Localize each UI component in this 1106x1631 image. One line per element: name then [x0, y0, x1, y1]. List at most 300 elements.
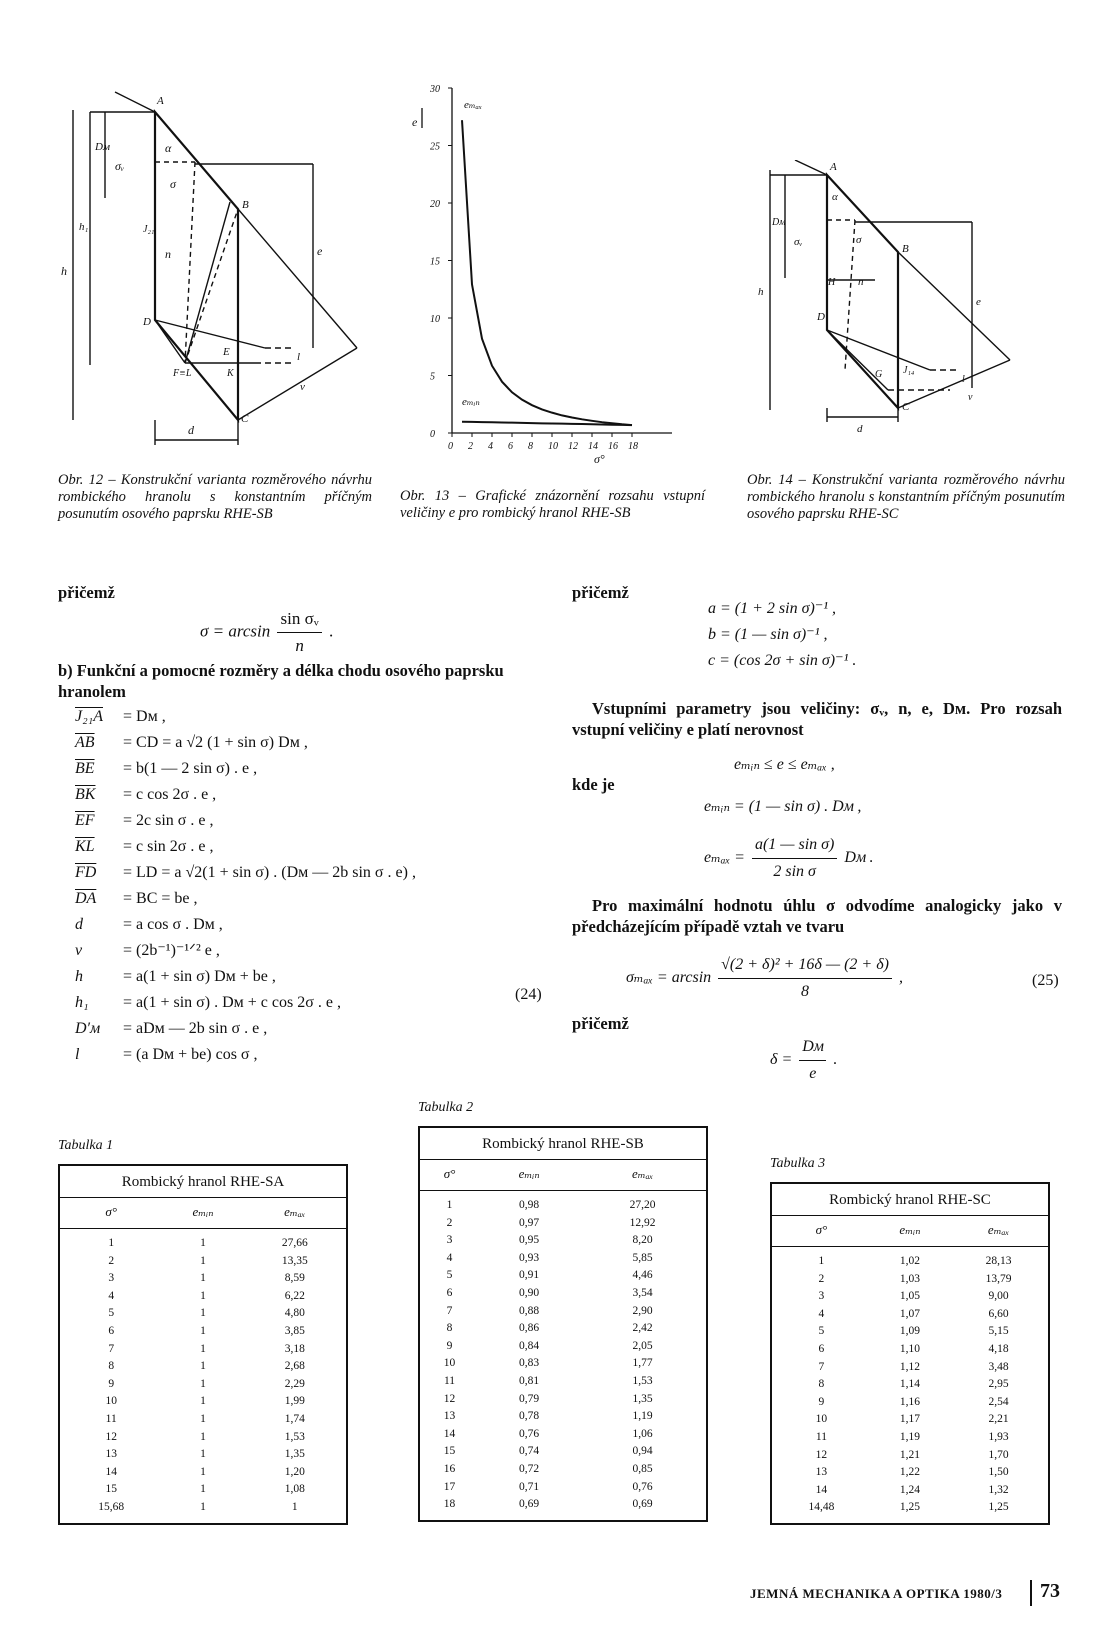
table-2-header-emin: eₘᵢₙ — [479, 1160, 579, 1191]
x-tick-label: 14 — [588, 441, 598, 452]
equation-row — [75, 1016, 535, 1042]
x-tick-label: 12 — [568, 441, 578, 452]
table-cell: 12,92 — [629, 1216, 656, 1229]
table-cell: 0,93 — [519, 1251, 540, 1264]
table-cell: 1,14 — [899, 1378, 921, 1391]
table-row — [59, 1411, 347, 1429]
delta-tail: . — [833, 1051, 838, 1069]
table-row — [419, 1285, 707, 1303]
sigma-equation: σ = arcsin $\frac{\text{sin σᵥ}}{n}$ . — [200, 606, 333, 659]
table-cell: 9 — [446, 1339, 453, 1352]
table-cell: 3 — [818, 1290, 825, 1303]
table-cell: 2,95 — [988, 1378, 1009, 1391]
table-cell: 1 — [200, 1395, 206, 1408]
table-cell: 1 — [200, 1254, 206, 1267]
equation-row — [75, 834, 535, 860]
table-row — [419, 1496, 707, 1521]
table-cell: 0,86 — [519, 1322, 540, 1335]
table-row — [419, 1408, 707, 1426]
table-cell: 1,21 — [899, 1448, 921, 1461]
svg-text:C: C — [241, 413, 249, 425]
table-row — [419, 1338, 707, 1356]
emax-fraction — [752, 832, 837, 885]
equation-rhs: = (a Dᴍ + be) cos σ , — [123, 1046, 258, 1063]
table-row — [419, 1232, 707, 1250]
right-pricemz-2: přičemž — [572, 1014, 629, 1033]
table-cell: 15,68 — [98, 1500, 125, 1513]
table-cell: 6 — [818, 1342, 825, 1355]
equation-row — [75, 808, 535, 834]
svg-text:h₁: h₁ — [79, 221, 89, 233]
table-cell: 15 — [443, 1445, 456, 1458]
emax-lhs: eₘₐₓ = — [704, 849, 745, 867]
equation-row — [75, 756, 535, 782]
svg-text:Dᴍ: Dᴍ — [772, 217, 786, 228]
table-row — [419, 1320, 707, 1338]
table-cell: 1,32 — [988, 1483, 1009, 1496]
table-3-header-emax: eₘₐₓ — [949, 1216, 1049, 1247]
paragraph-input-parameters: Vstupními parametry jsou veličiny: σᵥ, n, e, Dᴍ. Pro rozsah vstupní veličiny e platí nerovnost — [572, 699, 1062, 739]
table-row — [771, 1359, 1049, 1377]
table-3-label: Tabulka 3 — [770, 1156, 826, 1171]
table-cell: 2,05 — [632, 1339, 653, 1352]
table-cell: 0,71 — [519, 1480, 540, 1493]
svg-text:σ: σ — [856, 234, 862, 246]
table-row — [59, 1499, 347, 1524]
equation-lhs: $\overline{DA}$ — [75, 890, 97, 907]
table-cell: 0,76 — [632, 1480, 653, 1493]
svg-text:n: n — [858, 276, 864, 288]
equation-rhs: = Dᴍ , — [123, 708, 166, 725]
table-cell: 1,25 — [899, 1501, 921, 1514]
table-cell: 14 — [443, 1427, 456, 1440]
table-2-label: Tabulka 2 — [418, 1100, 474, 1115]
svg-text:l: l — [297, 351, 301, 363]
table-cell: 14 — [815, 1483, 828, 1496]
table-cell: 1 — [200, 1324, 206, 1337]
table-cell: 9,00 — [988, 1290, 1009, 1303]
table-cell: 1 — [108, 1237, 115, 1249]
table-cell: 10 — [815, 1413, 828, 1426]
equation-rhs: = 2c sin σ . e , — [123, 812, 214, 829]
table-cell: 5 — [446, 1269, 453, 1282]
table-cell: 1,03 — [899, 1272, 921, 1285]
delta-lhs: δ = — [770, 1051, 793, 1069]
table-cell: 10 — [443, 1357, 456, 1370]
table-cell: 3 — [108, 1272, 115, 1285]
series-emin-label: eₘᵢₙ — [462, 396, 480, 408]
x-tick-label: 18 — [628, 441, 638, 452]
table-cell: 1,05 — [899, 1290, 921, 1303]
table-cell: 1 — [200, 1360, 206, 1373]
svg-text:l: l — [962, 374, 965, 385]
table-row — [419, 1215, 707, 1233]
table-cell: 4 — [446, 1251, 453, 1264]
table-row — [771, 1429, 1049, 1447]
equation-rhs: = CD = a √2 (1 + sin σ) Dᴍ , — [123, 734, 308, 751]
table-cell: 4,18 — [988, 1342, 1009, 1355]
y-axis-label: e — [412, 115, 418, 129]
table-cell: 16 — [443, 1462, 456, 1475]
table-cell: 5,85 — [632, 1251, 653, 1264]
table-row — [771, 1323, 1049, 1341]
table-cell: 1 — [200, 1237, 206, 1249]
svg-text:J₂₁: J₂₁ — [143, 224, 155, 235]
equation-lhs: v — [75, 942, 83, 959]
table-cell: 6,22 — [284, 1289, 305, 1302]
table-cell: 1,99 — [284, 1395, 305, 1408]
equation-number-24: (24) — [515, 986, 542, 1003]
table-cell: 11 — [105, 1412, 117, 1425]
y-tick-label: 5 — [430, 371, 435, 383]
equation-rhs: = b(1 — 2 sin σ) . e , — [123, 760, 258, 777]
table-cell: 3,18 — [284, 1342, 305, 1355]
table-cell: 2,90 — [632, 1304, 653, 1317]
equation-rhs: = (2b⁻¹)⁻¹ᐟ² e , — [123, 942, 220, 959]
table-2 — [418, 1126, 708, 1522]
svg-text:σᵥ: σᵥ — [115, 159, 125, 173]
svg-text:J₁₄: J₁₄ — [903, 365, 915, 376]
kde-je: kde je — [572, 775, 615, 794]
table-cell: 13 — [443, 1410, 456, 1423]
table-2-title: Rombický hranol RHE-SB — [419, 1127, 707, 1160]
emax-denominator: 2 sin σ — [773, 863, 816, 880]
table-cell: 2,29 — [284, 1377, 305, 1390]
table-cell: 9 — [108, 1377, 115, 1390]
table-cell: 8 — [446, 1322, 453, 1335]
x-tick-label: 10 — [548, 441, 558, 452]
table-cell: 2,21 — [988, 1413, 1009, 1426]
table-cell: 0,76 — [519, 1427, 540, 1440]
equation-lhs: D′ᴍ — [75, 1020, 100, 1037]
table-row — [771, 1288, 1049, 1306]
table-cell: 2,42 — [632, 1322, 653, 1335]
table-cell: 8 — [818, 1378, 825, 1391]
table-row — [771, 1247, 1049, 1271]
def-a: a = (1 + 2 sin σ)⁻¹ , — [708, 600, 837, 617]
table-cell: 7 — [818, 1360, 825, 1373]
table-cell: 0,79 — [519, 1392, 540, 1405]
table-cell: 1 — [200, 1483, 206, 1496]
table-row — [59, 1464, 347, 1482]
abc-definitions — [708, 596, 856, 674]
page-number: 73 — [1040, 1580, 1060, 1602]
equation-lhs: $\overline{BE}$ — [75, 760, 95, 777]
table-cell: 1,25 — [988, 1501, 1009, 1514]
table-row — [59, 1323, 347, 1341]
table-cell: 8 — [108, 1360, 115, 1373]
svg-text:h: h — [758, 286, 764, 298]
svg-text:v: v — [300, 381, 305, 393]
equation-row — [75, 782, 535, 808]
table-cell: 2,68 — [284, 1360, 305, 1373]
sigma-max-tail: , — [898, 969, 903, 987]
table-cell: 3 — [446, 1234, 453, 1247]
table-cell: 1,93 — [988, 1430, 1009, 1443]
table-cell: 2 — [818, 1272, 825, 1285]
delta-fraction — [799, 1034, 826, 1087]
x-tick-label: 4 — [488, 441, 493, 452]
sigma-max-denominator: 8 — [801, 983, 810, 1000]
svg-text:v: v — [968, 392, 973, 403]
equation-lhs: h₁ — [75, 994, 89, 1011]
table-cell: 6,60 — [988, 1307, 1009, 1320]
sigma-denominator: n — [295, 636, 304, 655]
sigma-lhs: σ = arcsin — [200, 621, 271, 641]
table-cell: 1 — [200, 1412, 206, 1425]
table-row — [59, 1341, 347, 1359]
table-row — [59, 1446, 347, 1464]
table-cell: 1,08 — [284, 1483, 305, 1496]
table-cell: 4,46 — [632, 1269, 653, 1282]
table-row — [771, 1464, 1049, 1482]
table-row — [771, 1271, 1049, 1289]
table-cell: 0,95 — [519, 1234, 540, 1247]
table-cell: 1,06 — [632, 1427, 653, 1440]
table-cell: 7 — [108, 1342, 115, 1355]
equation-rhs: = a cos σ . Dᴍ , — [123, 916, 223, 933]
equation-row — [75, 912, 535, 938]
table-3-header-sigma: σ° — [771, 1216, 871, 1247]
table-cell: 0,78 — [519, 1410, 540, 1423]
x-tick-label: 0 — [448, 441, 453, 452]
svg-text:D: D — [817, 311, 825, 323]
table-cell: 18 — [443, 1498, 456, 1511]
table-row — [59, 1288, 347, 1306]
table-cell: 17 — [443, 1480, 456, 1493]
svg-text:e: e — [317, 244, 323, 258]
series-emax-label: eₘₐₓ — [464, 99, 482, 111]
journal-footer: JEMNÁ MECHANIKA A OPTIKA 1980/3 — [750, 1586, 1003, 1601]
delta-denominator: e — [809, 1065, 817, 1082]
table-row — [419, 1426, 707, 1444]
y-tick-label: 30 — [430, 84, 440, 95]
equation-rhs: = aDᴍ — 2b sin σ . e , — [123, 1020, 268, 1037]
table-cell: 1,20 — [284, 1465, 305, 1478]
equation-lhs: d — [75, 916, 83, 933]
table-cell: 0,85 — [632, 1462, 653, 1475]
table-row — [771, 1482, 1049, 1500]
table-row — [59, 1481, 347, 1499]
x-tick-label: 8 — [528, 441, 533, 452]
table-cell: 1 — [818, 1255, 825, 1267]
table-row — [771, 1306, 1049, 1324]
table-cell: 1 — [200, 1307, 206, 1320]
svg-text:A: A — [830, 161, 837, 173]
table-cell: 5 — [818, 1325, 825, 1338]
table-cell: 12 — [443, 1392, 456, 1405]
equation-rhs: = a(1 + sin σ) Dᴍ + be , — [123, 968, 276, 985]
series-emax-line — [462, 120, 632, 425]
table-row — [771, 1447, 1049, 1465]
table-row — [771, 1499, 1049, 1524]
table-cell: 1,70 — [988, 1448, 1009, 1461]
def-b: b = (1 — sin σ)⁻¹ , — [708, 626, 828, 643]
equation-rhs: = a(1 + sin σ) . Dᴍ + c cos 2σ . e , — [123, 994, 341, 1011]
table-cell: 1,16 — [899, 1395, 921, 1408]
emin-equation: eₘᵢₙ = (1 — sin σ) . Dᴍ , — [704, 798, 862, 815]
table-row — [59, 1229, 347, 1253]
y-tick-label: 20 — [430, 199, 440, 210]
emax-equation — [704, 832, 874, 885]
table-cell: 27,20 — [629, 1199, 656, 1211]
table-cell: 0,74 — [519, 1445, 540, 1458]
svg-text:σᵥ: σᵥ — [794, 236, 803, 248]
table-row — [419, 1355, 707, 1373]
table-cell: 10 — [105, 1395, 117, 1408]
sigma-max-lhs: σₘₐₓ = arcsin — [626, 969, 712, 987]
table-cell: 0,94 — [632, 1445, 653, 1458]
table-cell: 14,48 — [808, 1501, 835, 1514]
table-row — [771, 1376, 1049, 1394]
table-cell: 0,81 — [519, 1374, 540, 1387]
table-cell: 2 — [446, 1216, 453, 1229]
table-cell: 0,72 — [519, 1462, 540, 1475]
svg-text:σ: σ — [170, 177, 176, 191]
table-cell: 2 — [108, 1254, 115, 1267]
table-cell: 4 — [108, 1289, 115, 1302]
sigma-fraction — [277, 606, 321, 659]
svg-text:e: e — [976, 296, 981, 308]
svg-text:B: B — [242, 199, 249, 211]
equation-rhs: = c cos 2σ . e , — [123, 786, 217, 803]
table-cell: 1,17 — [899, 1413, 921, 1426]
svg-text:n: n — [165, 247, 171, 261]
svg-text:H: H — [828, 277, 836, 288]
table-cell: 13 — [105, 1448, 117, 1461]
svg-text:C: C — [902, 401, 910, 413]
table-cell: 1 — [200, 1272, 206, 1285]
table-cell: 1,07 — [899, 1307, 921, 1320]
table-3-header-emin: eₘᵢₙ — [871, 1216, 949, 1247]
table-cell: 1,10 — [899, 1342, 921, 1355]
equation-row — [75, 1042, 535, 1068]
table-cell: 1 — [200, 1289, 206, 1302]
equation-lhs: $\overline{KL}$ — [75, 838, 95, 855]
table-cell: 1,74 — [284, 1412, 305, 1425]
figure-13-caption: Obr. 13 – Grafické znázornění rozsahu vstupní veličiny e pro rombický hranol RHE-SB — [400, 488, 705, 521]
figure-14-caption: Obr. 14 – Konstrukční varianta rozměrového návrhu rombického hranolu s konstantním příčným posunutím osového paprsku RHE-SC — [747, 472, 1065, 522]
table-1-title: Rombický hranol RHE-SA — [59, 1165, 347, 1198]
table-cell: 0,88 — [519, 1304, 540, 1317]
table-cell: 1 — [200, 1430, 206, 1443]
svg-text:α: α — [832, 191, 838, 203]
equation-row — [75, 964, 535, 990]
figure-12-caption: Obr. 12 – Konstrukční varianta rozměrového návrhu rombického hranolu s konstantním příčným posunutím osového paprsku RHE-SB — [58, 472, 372, 522]
table-1-header-emax: eₘₐₓ — [244, 1198, 347, 1229]
x-tick-label: 16 — [608, 441, 618, 452]
table-cell: 0,84 — [519, 1339, 540, 1352]
svg-text:E: E — [223, 346, 230, 358]
paragraph-sigma-max: Pro maximální hodnotu úhlu σ odvodíme analogicky jako v předcházejícím případě vztah ve tvaru — [572, 896, 1062, 936]
table-cell: 0,69 — [519, 1498, 540, 1511]
section-b-heading: b) Funkční a pomocné rozměry a délka chodu osového paprsku hranolem — [58, 661, 504, 701]
table-cell: 1,19 — [899, 1430, 921, 1443]
equation-lhs: $\overline{AB}$ — [75, 734, 95, 751]
table-3-title: Rombický hranol RHE-SC — [771, 1183, 1049, 1216]
table-cell: 15 — [105, 1483, 117, 1496]
svg-text:d: d — [857, 423, 863, 435]
table-row — [59, 1393, 347, 1411]
table-2-header-emax: eₘₐₓ — [579, 1160, 707, 1191]
left-pricemz: přičemž — [58, 583, 115, 602]
y-tick-label: 0 — [430, 429, 435, 440]
equation-row — [75, 990, 535, 1016]
equation-rhs: = LD = a √2(1 + sin σ) . (Dᴍ — 2b sin σ . e) , — [123, 864, 416, 881]
table-cell: 1,53 — [284, 1430, 305, 1443]
sigma-max-numerator: √(2 + δ)² + 16δ — (2 + δ) — [718, 952, 892, 979]
inequality: eₘᵢₙ ≤ e ≤ eₘₐₓ , — [734, 756, 835, 773]
table-row — [59, 1376, 347, 1394]
equation-lhs: $\overline{FD}$ — [75, 864, 97, 881]
svg-text:G: G — [875, 369, 883, 380]
table-cell: 1,09 — [899, 1325, 921, 1338]
table-cell: 4,80 — [284, 1307, 305, 1320]
table-cell: 12 — [105, 1430, 117, 1443]
table-cell: 8,20 — [632, 1234, 653, 1247]
equation-row — [75, 730, 535, 756]
table-cell: 1 — [200, 1342, 206, 1355]
table-cell: 5 — [108, 1307, 115, 1320]
equation-row — [75, 886, 535, 912]
equation-list-24 — [75, 704, 535, 1068]
svg-text:Dᴍ: Dᴍ — [95, 141, 110, 153]
table-2-header-sigma: σ° — [419, 1160, 479, 1191]
table-cell: 9 — [818, 1395, 825, 1408]
figure-13-chart — [412, 78, 692, 468]
y-tick-label: 15 — [430, 256, 440, 268]
table-cell: 13,79 — [985, 1272, 1012, 1285]
table-row — [59, 1253, 347, 1271]
equation-lhs: J₂₁A — [75, 708, 103, 725]
table-row — [59, 1358, 347, 1376]
table-row — [59, 1270, 347, 1288]
equation-rhs: = c sin 2σ . e , — [123, 838, 214, 855]
right-pricemz: přičemž — [572, 583, 629, 602]
svg-text:h: h — [61, 264, 67, 278]
table-cell: 6 — [108, 1324, 115, 1337]
table-1 — [58, 1164, 348, 1525]
table-row — [771, 1394, 1049, 1412]
table-cell: 0,97 — [519, 1216, 540, 1229]
table-cell: 0,90 — [519, 1286, 540, 1299]
table-cell: 5,15 — [988, 1325, 1009, 1338]
table-cell: 1,24 — [899, 1483, 921, 1496]
table-cell: 8,59 — [284, 1272, 305, 1285]
table-cell: 0,83 — [519, 1357, 540, 1370]
equation-row — [75, 860, 535, 886]
table-cell: 12 — [815, 1448, 828, 1461]
sigma-max-fraction — [718, 952, 892, 1005]
table-cell: 0,91 — [519, 1269, 540, 1282]
x-tick-label: 2 — [468, 441, 473, 452]
figure-14-diagram — [750, 160, 1070, 470]
table-cell: 1,19 — [632, 1410, 653, 1423]
equation-lhs: h — [75, 968, 83, 985]
svg-text:d: d — [188, 423, 194, 437]
table-1-header-emin: eₘᵢₙ — [162, 1198, 243, 1229]
table-row — [419, 1267, 707, 1285]
table-cell: 1,22 — [899, 1466, 921, 1479]
sigma-max-equation — [626, 952, 903, 1005]
sigma-numerator: sin σᵥ — [277, 606, 321, 633]
table-3 — [770, 1182, 1050, 1525]
equation-lhs: $\overline{EF}$ — [75, 812, 95, 829]
table-cell: 11 — [815, 1430, 827, 1443]
svg-text:K: K — [227, 368, 234, 379]
table-row — [419, 1443, 707, 1461]
def-c: c = (cos 2σ + sin σ)⁻¹ . — [708, 652, 857, 669]
